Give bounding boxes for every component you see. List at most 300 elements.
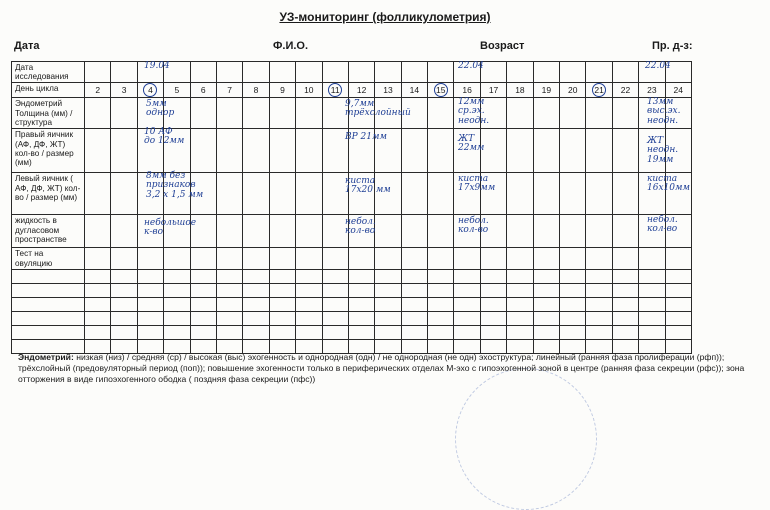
cell [322,311,348,325]
day-number-text: 24 [673,84,684,95]
footer-label: Эндометрий: [18,352,74,362]
cell [216,215,242,248]
cell [586,311,612,325]
blank-row [12,311,692,325]
day-number [533,83,559,98]
handwritten-note: 13мм выс.эх. неодн. [647,97,681,126]
cell [612,129,638,173]
cell [296,297,322,311]
cell [164,311,190,325]
cell [507,215,533,248]
cell [164,325,190,339]
cell [322,248,348,269]
cell [85,129,111,173]
cell [296,283,322,297]
handwritten-note: 22.04 [458,61,484,71]
cell [375,325,401,339]
day-number-text: 17 [488,84,499,95]
cell [639,248,665,269]
cell [533,215,559,248]
day-number-text: 13 [383,84,393,95]
handwritten-note: киста 17х20 мм [345,176,391,196]
cell [243,311,269,325]
day-number [428,83,454,98]
day-number [243,83,269,98]
cell [269,248,295,269]
day-number-text: 12 [356,84,367,95]
day-number [480,83,506,98]
cell [612,283,638,297]
handwritten-note: небол. кол-во [345,217,376,237]
cell [375,269,401,283]
cell [560,297,586,311]
cell [190,248,216,269]
cell [348,311,374,325]
cell [190,98,216,129]
cell [243,62,269,83]
cell [12,311,85,325]
cell [533,173,559,215]
cell [111,173,137,215]
cell [560,325,586,339]
cell [586,283,612,297]
row-exam-date [12,62,692,83]
cell [401,283,427,297]
cell [612,269,638,283]
handwritten-note: ЖТ неодн. 19мм [647,136,679,165]
cell [586,297,612,311]
cell [296,311,322,325]
day-number-text: 23 [647,84,657,95]
row-label: жидкость в дугласовом пространстве [12,215,85,248]
age-heading: Возраст [480,40,525,52]
day-number-text: 21 [592,83,606,97]
cell [269,215,295,248]
cell [85,62,111,83]
page-title: УЗ-мониторинг (фолликулометрия) [279,10,491,24]
day-number-text: 20 [567,84,578,95]
day-number [216,83,242,98]
cell [428,283,454,297]
handwritten-note: небол. кол-во [647,215,678,235]
cell [296,98,322,129]
row-label: Дата исследования [12,62,85,83]
cell [322,297,348,311]
day-number [665,83,691,98]
cell [243,297,269,311]
cell [428,269,454,283]
cell [560,283,586,297]
cell [216,283,242,297]
cell [560,129,586,173]
cell [612,215,638,248]
cell [296,129,322,173]
cell [639,269,665,283]
cell [665,311,691,325]
day-number-text: 10 [304,84,314,95]
row-cycle-day [12,83,692,98]
cell [586,248,612,269]
cell [85,269,111,283]
cell [612,311,638,325]
day-number [190,83,216,98]
cell [243,129,269,173]
cell [216,62,242,83]
row-ovulation-test [12,248,692,269]
day-number [560,83,586,98]
day-number-text: 3 [121,84,127,95]
cell [216,325,242,339]
cell [480,62,506,83]
cell [560,98,586,129]
cell [533,269,559,283]
cell [111,297,137,311]
handwritten-note: 8мм без признаков 3,2 х 1,5 мм [146,171,204,200]
handwritten-note: киста 16х10мм [647,174,690,194]
cell [507,297,533,311]
cell [269,325,295,339]
cell [190,325,216,339]
cell [507,173,533,215]
cell [428,215,454,248]
day-number-text: 19 [541,84,552,95]
cell [296,325,322,339]
row-label: Эндометрий Толщина (мм) / структура [12,98,85,129]
handwritten-note: 5мм однор [146,99,175,119]
day-number-text: 16 [462,84,472,95]
cell [111,215,137,248]
cell [480,248,506,269]
cell [137,297,163,311]
cell [111,325,137,339]
cell [12,325,85,339]
cell [401,311,427,325]
day-number-text: 4 [143,83,157,97]
cell [401,62,427,83]
cell [269,62,295,83]
cell [216,129,242,173]
cell [454,248,480,269]
cell [322,325,348,339]
cell [348,283,374,297]
cell [586,173,612,215]
cell [480,297,506,311]
cell [586,98,612,129]
cell [560,311,586,325]
cell [454,311,480,325]
cell [348,248,374,269]
row-label: Левый яичник ( АФ, ДФ, ЖТ) кол-во / размер (мм) [12,173,85,215]
cell [111,283,137,297]
date-heading: Дата [14,40,40,52]
day-number [454,83,480,98]
cell [533,297,559,311]
cell [375,248,401,269]
diagnosis-heading: Пр. д-з: [652,40,693,52]
cell [665,283,691,297]
day-number-text: 22 [620,84,631,95]
cell [612,173,638,215]
cell [586,215,612,248]
cell [216,173,242,215]
footer-text: низкая (низ) / средняя (ср) / высокая (выс) эхогенность и однородная (одн) / не однородная (не одн) эхоструктура; линейный (ранняя фаза пролиферации (рфп)); трёхслойный (предовуляторный период (поп)); повышение эхогенности только в периферических отделах М-эхо с гипоэхогенной зоной в центре (ранняя фаза секреции (рфс)); зона отторжения в виде гипоэхогенного ободка ( поздняя фаза секреции (пфс)) [18,352,745,384]
cell [243,269,269,283]
cell [164,269,190,283]
day-number [111,83,137,98]
cell [111,98,137,129]
cell [560,269,586,283]
cell [560,62,586,83]
cell [480,325,506,339]
cell [428,98,454,129]
cell [639,325,665,339]
cell [85,98,111,129]
cell [296,173,322,215]
cell [428,62,454,83]
cell [190,62,216,83]
cell [243,283,269,297]
cell [269,297,295,311]
cell [164,248,190,269]
cell [533,98,559,129]
cell [190,269,216,283]
cell [12,297,85,311]
cell [85,248,111,269]
cell [111,129,137,173]
day-number [85,83,111,98]
cell [216,248,242,269]
cell [375,215,401,248]
blank-row [12,325,692,339]
cell [322,269,348,283]
cell [243,173,269,215]
day-number [507,83,533,98]
cell [296,248,322,269]
cell [665,325,691,339]
cell [190,297,216,311]
cell [401,215,427,248]
cell [454,283,480,297]
cell [401,173,427,215]
day-number [348,83,374,98]
cell [137,248,163,269]
cell [243,98,269,129]
cell [454,325,480,339]
day-number [269,83,295,98]
day-number [375,83,401,98]
cell [12,283,85,297]
cell [85,297,111,311]
cell [507,269,533,283]
day-number [612,83,638,98]
cell [269,129,295,173]
blank-row [12,269,692,283]
cell [12,269,85,283]
handwritten-note: ЖТ 22мм [458,134,485,154]
cell [375,283,401,297]
day-number-text: 7 [227,84,233,95]
cell [111,311,137,325]
cell [375,62,401,83]
cell [322,62,348,83]
cell [507,129,533,173]
cell [269,311,295,325]
day-number [296,83,322,98]
cell [507,311,533,325]
cell [612,297,638,311]
cell [401,129,427,173]
cell [401,297,427,311]
cell [401,248,427,269]
cell [401,325,427,339]
clinic-stamp [455,368,597,510]
cell [533,248,559,269]
cell [243,248,269,269]
cell [216,269,242,283]
cell [612,98,638,129]
day-number-text: 15 [434,83,448,97]
day-number [639,83,665,98]
cell [85,173,111,215]
cell [586,129,612,173]
cell [269,98,295,129]
cell [164,283,190,297]
cell [428,311,454,325]
cell [348,269,374,283]
handwritten-note: ВР 21мм [345,132,387,142]
cell [137,283,163,297]
cell [216,98,242,129]
cell [243,325,269,339]
cell [428,325,454,339]
cell [639,311,665,325]
cell [560,215,586,248]
cell [164,297,190,311]
handwritten-note: небольшое к-во [144,218,197,238]
cell [612,248,638,269]
cell [216,311,242,325]
cell [665,248,691,269]
cell [428,129,454,173]
handwritten-note: 22.04 [645,61,671,71]
cell [269,173,295,215]
cell [560,248,586,269]
cell [401,269,427,283]
cell [428,173,454,215]
day-number [164,83,190,98]
cell [190,129,216,173]
day-number [137,83,163,98]
cell [348,325,374,339]
cell [480,283,506,297]
cell [665,297,691,311]
day-number-text: 2 [95,84,101,95]
cell [322,283,348,297]
day-number-text: 5 [174,84,180,95]
cell [85,325,111,339]
day-number [401,83,427,98]
cell [507,248,533,269]
blank-row [12,283,692,297]
name-heading: Ф.И.О. [273,40,309,52]
cell [454,269,480,283]
cell [137,311,163,325]
cell [639,297,665,311]
cell [480,311,506,325]
cell [560,173,586,215]
day-number [586,83,612,98]
cell [190,311,216,325]
day-number [322,83,348,98]
cell [612,325,638,339]
cell [348,62,374,83]
cell [533,283,559,297]
day-number-text: 11 [328,83,342,97]
handwritten-note: небол. кол-во [458,216,489,236]
cell [428,248,454,269]
cell [375,311,401,325]
blank-row [12,297,692,311]
cell [85,215,111,248]
day-number-text: 14 [409,84,420,95]
row-label: Правый яичник (АФ, ДФ, ЖТ) кол-во / размер (мм) [12,129,85,173]
cell [243,215,269,248]
handwritten-note: киста 17х9мм [458,174,496,194]
cell [137,325,163,339]
cell [480,269,506,283]
cell [533,311,559,325]
cell [507,283,533,297]
handwritten-note: 19.04 [144,61,170,71]
cell [348,297,374,311]
cell [111,248,137,269]
cell [428,297,454,311]
day-number-text: 18 [515,84,525,95]
row-label: Тест на овуляцию [12,248,85,269]
day-number-text: 9 [280,84,285,95]
cell [269,283,295,297]
cell [296,269,322,283]
cell [111,62,137,83]
cell [507,62,533,83]
cell [137,269,163,283]
cell [639,283,665,297]
cell [85,311,111,325]
handwritten-note: 9,7мм трёхслойный [345,99,411,119]
cell [533,325,559,339]
cell [665,269,691,283]
cell [507,98,533,129]
cell [586,325,612,339]
cell [507,325,533,339]
footer-legend [18,352,758,385]
cell [375,297,401,311]
cell [216,297,242,311]
handwritten-note: 10 АФ до 12мм [144,127,185,147]
cell [111,269,137,283]
handwritten-note: 12мм ср.эх. неодн. [458,97,490,126]
cell [586,62,612,83]
cell [269,269,295,283]
cell [85,283,111,297]
cell [296,215,322,248]
row-label: День цикла [12,83,85,98]
cell [190,283,216,297]
day-number-text: 6 [200,84,206,95]
cell [586,269,612,283]
cell [612,62,638,83]
cell [454,297,480,311]
